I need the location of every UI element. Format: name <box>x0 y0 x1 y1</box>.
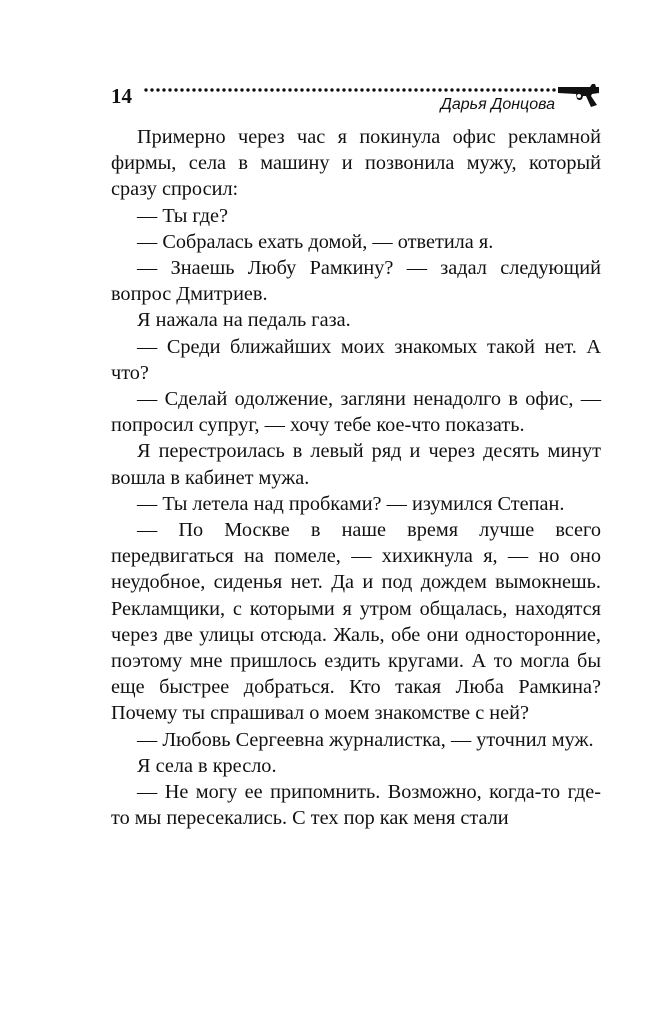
paragraph: Я села в кресло. <box>137 754 277 777</box>
running-header <box>111 80 601 120</box>
running-head-author: Дарья Донцова <box>440 96 555 113</box>
paragraph: — Сделай одолжение, загляни ненадолго в офис, — попросил супруг, — хочу тебе кое-что показать. <box>111 388 601 437</box>
paragraph: — Ты где? <box>137 204 229 227</box>
paragraph: — Любовь Сергеевна журналистка, — уточнил муж. <box>137 728 594 751</box>
paragraph: Я нажала на педаль газа. <box>137 309 351 332</box>
paragraph: — Знаешь Любу Рамкину? — задал следующий вопрос Дмитриев. <box>111 257 601 306</box>
paragraph: — Не могу ее припомнить. Возможно, когда-то где-то мы пересекались. С тех пор как меня стали <box>111 781 601 830</box>
paragraph: Примерно через час я покинула офис рекламной фирмы, села в машину и позвонила мужу, который сразу спросил: <box>111 126 601 201</box>
paragraph: Я перестроилась в левый ряд и через десять минут вошла в кабинет мужа. <box>111 440 601 489</box>
paragraph: — Собралась ехать домой, — ответила я. <box>137 230 494 253</box>
dot-leader <box>143 86 571 94</box>
paragraph: — Среди ближайших моих знакомых такой нет. А что? <box>111 335 601 384</box>
paragraph: — По Москве в наше время лучше всего передвигаться на помеле, — хихикнула я, — но оно неудобное, сиденья нет. Да и под дождем вымокнешь. Рекламщики, с которыми я утром общалась, находятся через две улицы отсюда. Жаль, обе они односторонние, поэтому мне пришлось ездить кругами. А то могла бы еще быстрее добраться. Кто такая Люба Рамкина? Почему ты спрашивал о моем знакомстве с ней? <box>111 519 601 725</box>
body-text <box>111 124 601 831</box>
page-number: 14 <box>111 84 132 108</box>
paragraph: — Ты летела над пробками? — изумился Степан. <box>137 492 565 515</box>
pistol-icon <box>557 82 601 108</box>
